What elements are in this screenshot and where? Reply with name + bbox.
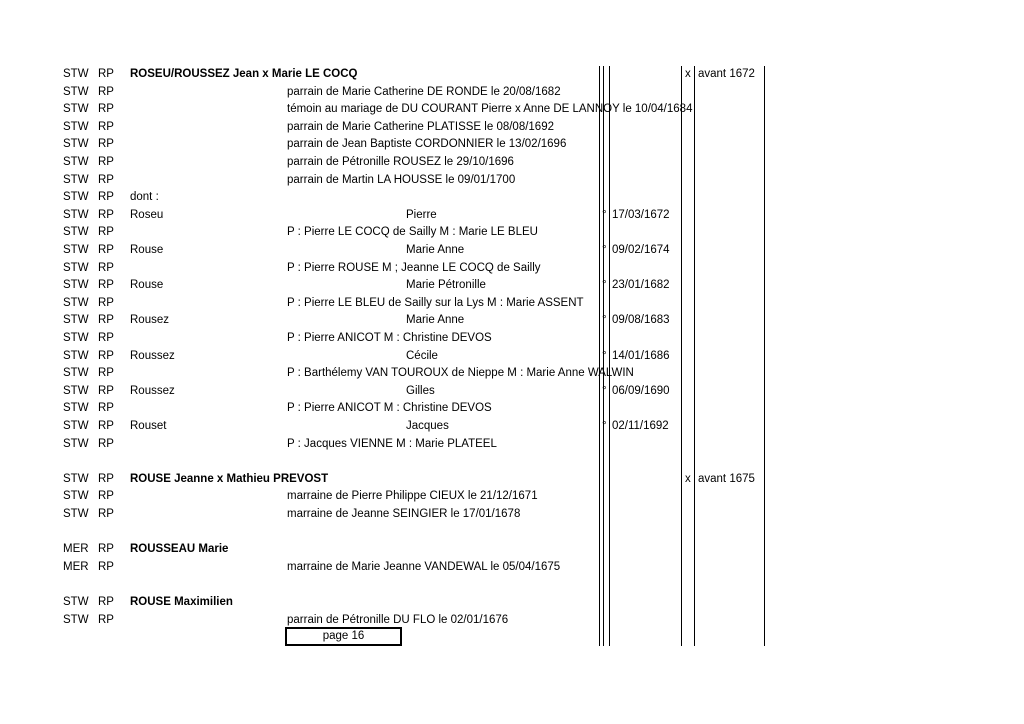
table-row [0, 612, 1024, 630]
row-cell-c4: P : Pierre ANICOT M : Christine DEVOS [287, 332, 492, 344]
table-row [0, 295, 1024, 313]
row-cell-c3: ROUSSEAU Marie [130, 543, 229, 556]
row-cell-c2: RP [98, 472, 114, 485]
row-cell-c1: STW [63, 208, 89, 221]
table-row [0, 418, 1024, 436]
row-cell-c3: Rouset [130, 420, 167, 432]
row-cell-c2: RP [98, 191, 114, 204]
row-cell-c1: STW [63, 508, 89, 520]
row-cell-c2: RP [98, 208, 114, 221]
table-row [0, 506, 1024, 524]
table-row [0, 559, 1024, 577]
row-cell-c3: dont : [130, 191, 159, 204]
row-cell-c7: 14/01/1686 [612, 349, 670, 362]
row-cell-c3: ROUSE Maximilien [130, 596, 233, 608]
table-row [0, 471, 1024, 489]
row-cell-c5: Cécile [406, 349, 438, 362]
row-cell-c2: RP [98, 402, 114, 415]
row-cell-c2: RP [98, 156, 114, 168]
row-cell-c1: STW [63, 261, 89, 274]
row-cell-c2: RP [98, 560, 114, 573]
row-cell-c1: STW [63, 156, 89, 168]
row-cell-c9: avant 1675 [698, 472, 755, 485]
row-cell-c4: marraine de Jeanne SEINGIER le 17/01/1678 [287, 508, 521, 520]
row-cell-c4: P : Barthélemy VAN TOUROUX de Nieppe M : Marie Anne WALWIN [287, 367, 634, 380]
table-row [0, 260, 1024, 278]
row-cell-c4: parrain de Pétronille DU FLO le 02/01/1676 [287, 613, 509, 626]
row-cell-c2: RP [98, 314, 114, 327]
row-cell-c1: STW [63, 85, 89, 98]
table-row [0, 524, 1024, 542]
row-cell-c3: Roussez [130, 349, 175, 362]
row-cell-c2: RP [98, 138, 114, 151]
row-cell-c4: P : Pierre LE COCQ de Sailly M : Marie LE BLEU [287, 226, 538, 239]
row-cell-c5: Gilles [406, 384, 435, 397]
row-cell-c4: parrain de Martin LA HOUSSE le 09/01/1700 [287, 173, 516, 186]
row-cell-c7: 09/08/1683 [612, 314, 670, 327]
row-cell-c1: MER [63, 543, 89, 556]
row-cell-c5: Marie Anne [406, 244, 465, 256]
row-cell-c4: marraine de Marie Jeanne VANDEWAL le 05/04/1675 [287, 560, 561, 573]
row-cell-c2: RP [98, 508, 114, 520]
row-cell-c1: STW [63, 367, 89, 380]
row-cell-c1: STW [63, 613, 89, 626]
row-cell-c1: STW [63, 332, 89, 344]
table-row [0, 541, 1024, 559]
row-cell-c1: STW [63, 420, 89, 432]
row-cell-c4: parrain de Marie Catherine PLATISSE le 08/08/1692 [287, 120, 554, 133]
row-cell-c4: P : Pierre LE BLEU de Sailly sur la Lys M : Marie ASSENT [287, 296, 584, 309]
row-cell-c6: ° [602, 208, 607, 221]
row-cell-c2: RP [98, 261, 114, 274]
table-row [0, 365, 1024, 383]
row-cell-c6: ° [602, 349, 607, 362]
row-cell-c1: STW [63, 472, 89, 485]
row-cell-c5: Pierre [406, 208, 437, 221]
row-cell-c4: P : Pierre ROUSE M ; Jeanne LE COCQ de Sailly [287, 261, 541, 274]
row-cell-c2: RP [98, 244, 114, 256]
table-row [0, 224, 1024, 242]
row-cell-c1: STW [63, 402, 89, 415]
row-cell-c2: RP [98, 279, 114, 292]
row-cell-c7: 06/09/1690 [612, 384, 670, 397]
row-cell-c3: Rouse [130, 244, 164, 256]
row-cell-c1: STW [63, 314, 89, 327]
table-row [0, 242, 1024, 260]
row-cell-c2: RP [98, 367, 114, 380]
row-cell-c2: RP [98, 85, 114, 98]
table-row [0, 119, 1024, 137]
row-cell-c5: Jacques [406, 420, 449, 432]
row-cell-c2: RP [98, 420, 114, 432]
row-cell-c2: RP [98, 68, 114, 80]
row-cell-c6: ° [602, 279, 607, 292]
table-row [0, 488, 1024, 506]
row-cell-c1: STW [63, 349, 89, 362]
row-cell-c1: STW [63, 191, 89, 204]
row-cell-c1: STW [63, 103, 89, 116]
row-cell-c2: RP [98, 349, 114, 362]
row-cell-c1: STW [63, 226, 89, 239]
row-cell-c1: STW [63, 173, 89, 186]
row-cell-c1: STW [63, 68, 89, 80]
table-row [0, 84, 1024, 102]
row-cell-c3: ROUSE Jeanne x Mathieu PREVOST [130, 472, 329, 485]
row-cell-c2: RP [98, 490, 114, 503]
row-cell-c6: ° [602, 384, 607, 397]
row-cell-c6: ° [602, 244, 607, 256]
table-row [0, 330, 1024, 348]
row-cell-c2: RP [98, 543, 114, 556]
table-row [0, 400, 1024, 418]
row-cell-c1: STW [63, 138, 89, 151]
row-cell-c4: parrain de Jean Baptiste CORDONNIER le 13/02/1696 [287, 138, 567, 151]
table-row [0, 136, 1024, 154]
row-cell-c6: ° [602, 314, 607, 327]
table-row [0, 453, 1024, 471]
row-cell-c1: STW [63, 437, 89, 450]
table-row [0, 207, 1024, 225]
row-cell-c6: ° [602, 420, 607, 432]
row-cell-c2: RP [98, 296, 114, 309]
row-cell-c4: marraine de Pierre Philippe CIEUX le 21/12/1671 [287, 490, 538, 503]
row-cell-c3: Roseu [130, 208, 164, 221]
row-cell-c4: témoin au mariage de DU COURANT Pierre x Anne DE LANNOY le 10/04/1684 [287, 103, 693, 116]
row-cell-c9: avant 1672 [698, 68, 755, 80]
table-row [0, 189, 1024, 207]
row-cell-c2: RP [98, 437, 114, 450]
row-cell-c2: RP [98, 384, 114, 397]
row-cell-c1: STW [63, 490, 89, 503]
row-cell-c1: MER [63, 560, 89, 573]
row-cell-c2: RP [98, 103, 114, 116]
row-cell-c4: parrain de Marie Catherine DE RONDE le 20/08/1682 [287, 85, 561, 98]
row-cell-c5: Marie Pétronille [406, 279, 486, 292]
row-cell-c4: parrain de Pétronille ROUSEZ le 29/10/1696 [287, 156, 514, 168]
row-cell-c2: RP [98, 173, 114, 186]
row-cell-c2: RP [98, 596, 114, 608]
table-row [0, 66, 1024, 84]
table-row [0, 172, 1024, 190]
row-cell-c3: Rousez [130, 314, 169, 327]
row-cell-c1: STW [63, 596, 89, 608]
row-cell-c7: 02/11/1692 [612, 420, 669, 432]
table-row [0, 101, 1024, 119]
table-row [0, 154, 1024, 172]
table-row [0, 348, 1024, 366]
row-cell-c7: 17/03/1672 [612, 208, 670, 221]
row-cell-c1: STW [63, 296, 89, 309]
row-cell-c8: x [685, 68, 691, 80]
row-cell-c2: RP [98, 226, 114, 239]
row-cell-c3: Roussez [130, 384, 175, 397]
row-cell-c3: Rouse [130, 279, 164, 292]
table-row [0, 436, 1024, 454]
table-row [0, 277, 1024, 295]
row-cell-c1: STW [63, 279, 89, 292]
table-row [0, 383, 1024, 401]
row-cell-c2: RP [98, 613, 114, 626]
row-cell-c2: RP [98, 332, 114, 344]
row-cell-c1: STW [63, 384, 89, 397]
row-cell-c2: RP [98, 120, 114, 133]
row-cell-c1: STW [63, 244, 89, 256]
row-cell-c1: STW [63, 120, 89, 133]
page-number-box [285, 627, 402, 646]
table-row [0, 576, 1024, 594]
table-row [0, 312, 1024, 330]
page-number-label: page 16 [322, 630, 365, 642]
row-cell-c5: Marie Anne [406, 314, 465, 327]
row-cell-c7: 23/01/1682 [612, 279, 670, 292]
table-row [0, 594, 1024, 612]
row-cell-c4: P : Pierre ANICOT M : Christine DEVOS [287, 402, 492, 415]
row-cell-c8: x [685, 472, 691, 485]
row-cell-c3: ROSEU/ROUSSEZ Jean x Marie LE COCQ [130, 68, 358, 80]
row-cell-c4: P : Jacques VIENNE M : Marie PLATEEL [287, 437, 497, 450]
row-cell-c7: 09/02/1674 [612, 244, 670, 256]
